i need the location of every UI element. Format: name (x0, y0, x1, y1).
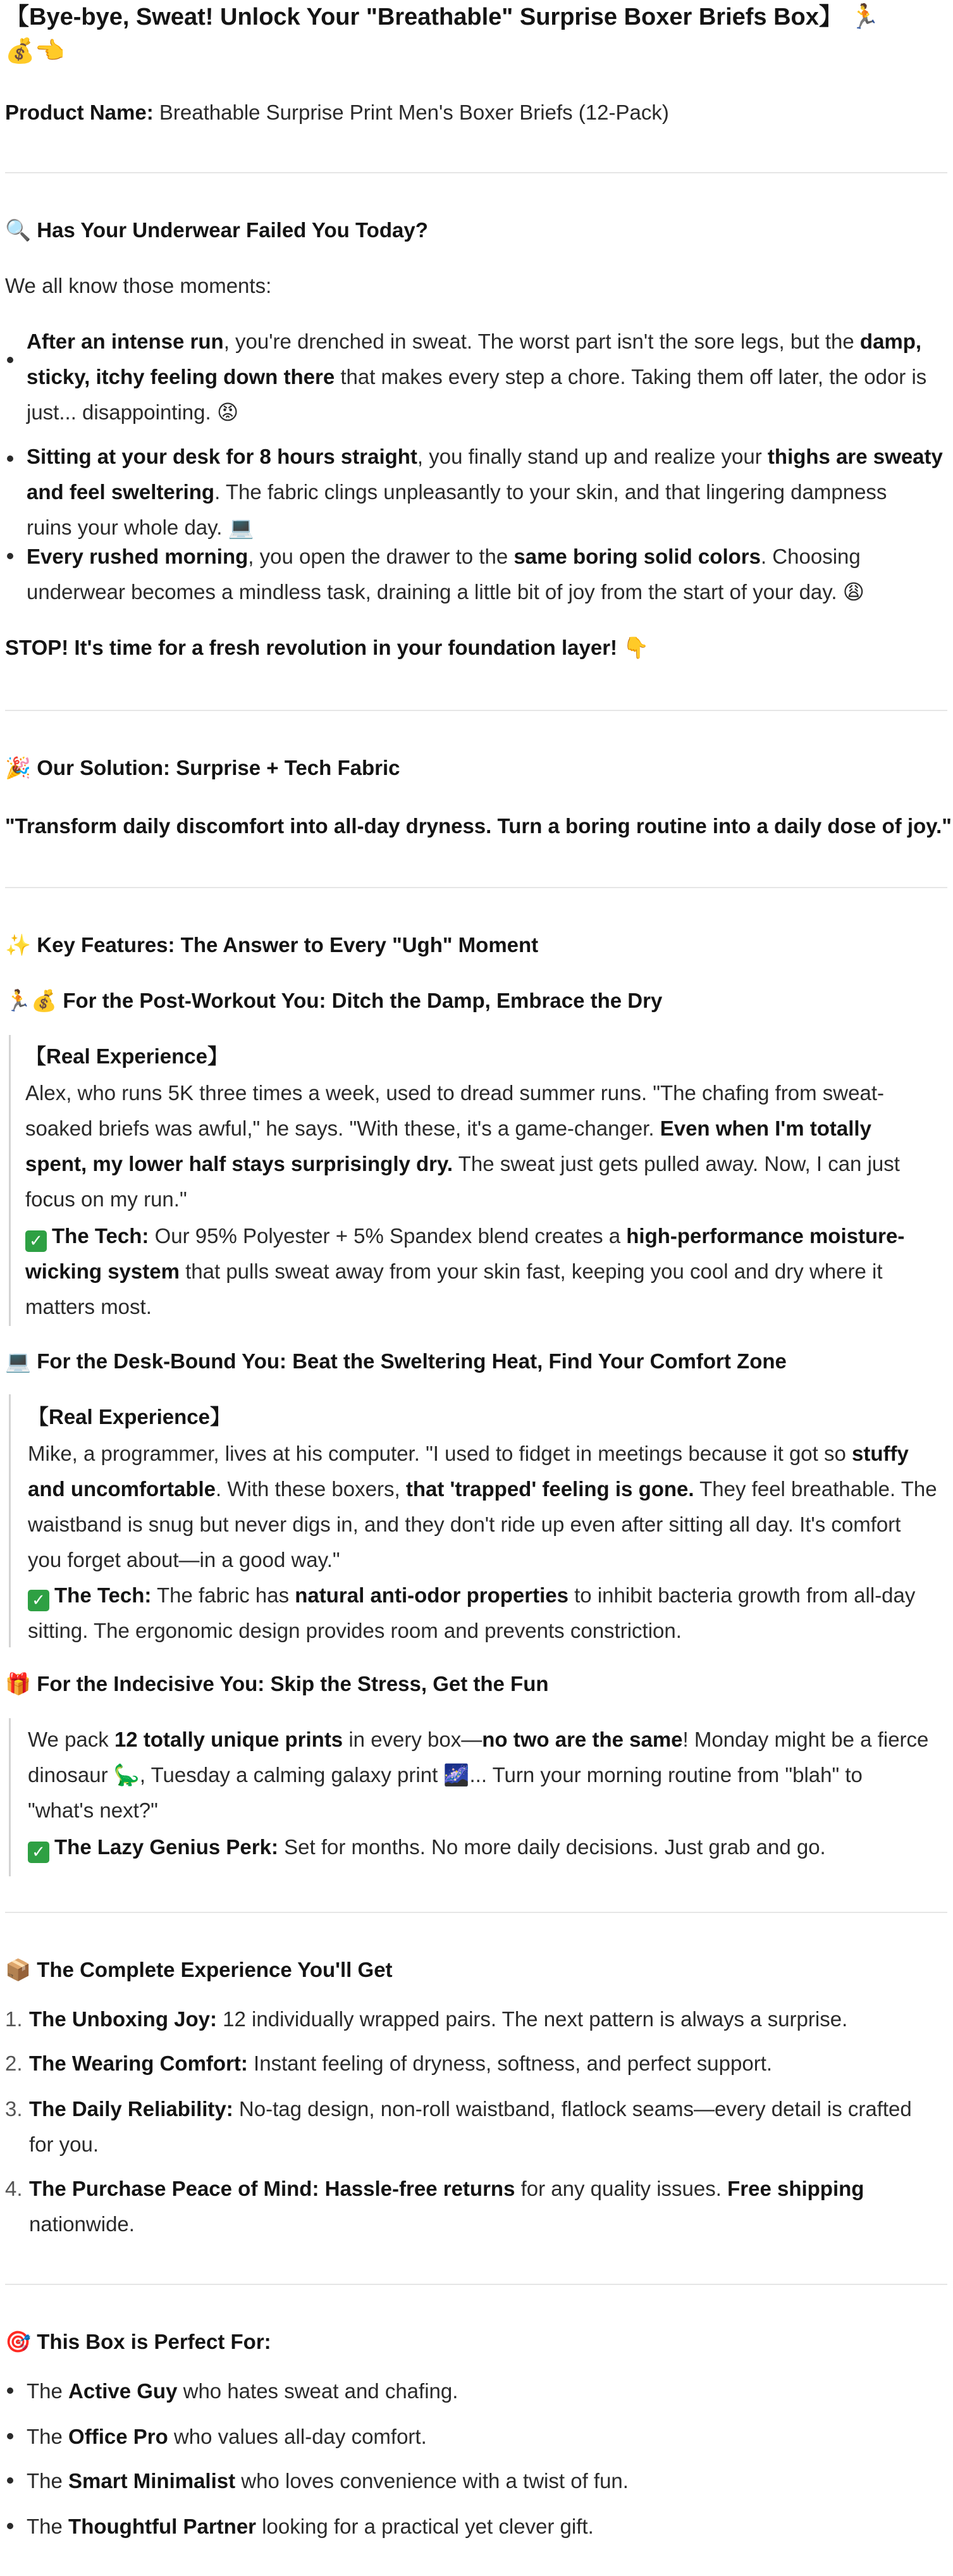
experience-item-4-label: The Purchase Peace of Mind: Hassle-free returns (29, 2177, 515, 2200)
experience-item-3-line-2: for you. (29, 2133, 99, 2156)
feature-1-heading: 🏃💰 For the Post-Workout You: Ditch the Damp, Embrace the Dry (5, 989, 663, 1012)
feature-1-tech-line-2 (25, 1254, 883, 1289)
bullet (7, 2477, 13, 2484)
bullet (7, 357, 13, 363)
feature-1-text-2: soaked briefs was awful," he says. "With these, it's a game-changer. (25, 1117, 660, 1140)
experience-item-3-label: The Daily Reliability: (29, 2097, 233, 2121)
feature-3-bold-2: no two are the same (482, 1728, 683, 1751)
problem-item-2-line-2 (27, 474, 887, 510)
experience-item-1-label: The Unboxing Joy: (29, 2007, 217, 2031)
divider (5, 172, 947, 173)
feature-2-tech-text-2: to inhibit bacteria growth from all-day (568, 1583, 916, 1607)
feature-1-tech-text-1: Our 95% Polyester + 5% Spandex blend creates a (149, 1224, 627, 1248)
section-heading-experience: 📦 The Complete Experience You'll Get (5, 1958, 393, 1981)
feature-1-bold-2: Even when I'm totally (660, 1117, 871, 1140)
feature-3-heading: 🎁 For the Indecisive You: Skip the Stress, Get the Fun (5, 1672, 549, 1695)
product-name-line (5, 95, 669, 130)
experience-item-3-text: No-tag design, non-roll waistband, flatlock seams—every detail is crafted (233, 2097, 912, 2121)
perfect-item-4 (27, 2509, 594, 2544)
feature-1-bold-3: spent, my lower half stays surprisingly dry. (25, 1152, 453, 1175)
perfect-item-3-pre: The (27, 2469, 69, 2492)
perfect-item-2-post: who values all-day comfort. (168, 2425, 427, 2448)
perfect-item-1 (27, 2374, 458, 2409)
problem-item-2-text-1: , you finally stand up and realize your (417, 445, 768, 468)
perfect-item-4-bold: Thoughtful Partner (68, 2515, 257, 2538)
feature-1-tech-label: The Tech: (52, 1224, 149, 1248)
experience-item-4 (29, 2171, 864, 2207)
feature-2-tech-text-1: The fabric has (151, 1583, 295, 1607)
feature-1-line-4: focus on my run." (25, 1187, 187, 1211)
feature-2-label (28, 1399, 231, 1435)
feature-3-line-3: "what's next?" (28, 1799, 158, 1822)
experience-item-4-line-2: nationwide. (29, 2212, 135, 2236)
problem-item-1-bold-2: damp, (859, 330, 922, 353)
feature-2-line-3: waistband is snug but never digs in, and they don't ride up even after sitting all day. It's comfort (28, 1513, 901, 1536)
experience-item-2-text: Instant feeling of dryness, softness, and perfect support. (247, 2052, 773, 2075)
perfect-item-1-post: who hates sweat and chafing. (177, 2379, 458, 2403)
bullet (7, 455, 13, 462)
problem-item-2-text-2: . The fabric clings unpleasantly to your skin, and that lingering dampness (214, 480, 887, 504)
blockquote-bar (9, 1718, 11, 1876)
bullet (7, 553, 13, 559)
problem-item-2-bold-3: and feel sweltering (27, 480, 215, 504)
problem-item-3-bold-2: same boring solid colors (513, 545, 761, 568)
feature-1-line-2 (25, 1111, 871, 1146)
feature-2-label-text: 【Real Experience】 (28, 1405, 231, 1428)
feature-3-text-1: We pack (28, 1728, 114, 1751)
problem-item-1-bold-3: sticky, itchy feeling down there (27, 365, 335, 388)
feature-2-bold-3: that 'trapped' feeling is gone. (405, 1477, 694, 1501)
feature-2-heading: 💻 For the Desk-Bound You: Beat the Sweltering Heat, Find Your Comfort Zone (5, 1349, 787, 1373)
feature-3-text-3: ! Monday might be a fierce (682, 1728, 929, 1751)
feature-3-perk-text: Set for months. No more daily decisions. Just grab and go. (278, 1835, 826, 1859)
problem-item-1-bold-1: After an intense run (27, 330, 224, 353)
perfect-item-3-post: who loves convenience with a twist of fun. (235, 2469, 629, 2492)
feature-3-text-2: in every box— (343, 1728, 483, 1751)
feature-1-tech-text-2: that pulls sweat away from your skin fast, keeping you cool and dry where it (179, 1260, 883, 1283)
perfect-item-3 (27, 2463, 629, 2499)
problem-item-2-bold-2: thighs are sweaty (767, 445, 943, 468)
experience-item-1-text: 12 individually wrapped pairs. The next pattern is always a surprise. (217, 2007, 848, 2031)
blockquote-bar (9, 1035, 11, 1326)
feature-1-tech-line-3: matters most. (25, 1295, 152, 1318)
experience-item-3 (29, 2091, 912, 2127)
perfect-item-1-pre: The (27, 2379, 69, 2403)
divider (5, 2284, 947, 2285)
perfect-item-1-bold: Active Guy (68, 2379, 178, 2403)
list-number: 2. (5, 2052, 23, 2075)
problem-item-3-line-1 (27, 539, 861, 574)
check-icon: ✓ (28, 1590, 49, 1611)
section-heading-problem: 🔍 Has Your Underwear Failed You Today? (5, 218, 428, 242)
perfect-item-4-pre: The (27, 2515, 69, 2538)
check-icon: ✓ (28, 1842, 49, 1863)
solution-quote (5, 808, 952, 844)
problem-item-1-line-3: just... disappointing. 😡 (27, 400, 239, 424)
feature-1-line-3 (25, 1146, 900, 1182)
perfect-item-2-pre: The (27, 2425, 69, 2448)
feature-1-tech-line-1 (25, 1218, 904, 1254)
solution-quote-text: "Transform daily discomfort into all-day dryness. Turn a boring routine into a daily dose of joy." (5, 814, 952, 838)
bullet (7, 2433, 13, 2439)
feature-1-label (25, 1039, 228, 1074)
experience-item-2-label: The Wearing Comfort: (29, 2052, 248, 2075)
feature-2-text-2: . With these boxers, (216, 1477, 406, 1501)
section-heading-perfect: 🎯 This Box is Perfect For: (5, 2330, 271, 2353)
perfect-item-2-bold: Office Pro (68, 2425, 168, 2448)
experience-item-4-text: for any quality issues. (515, 2177, 728, 2200)
divider (5, 887, 947, 888)
feature-3-perk-line (28, 1830, 826, 1865)
feature-3-bold-1: 12 totally unique prints (114, 1728, 343, 1751)
experience-item-4-label-2: Free shipping (727, 2177, 864, 2200)
problem-item-2-line-1 (27, 439, 943, 474)
feature-2-bold-1: stuffy (852, 1442, 909, 1465)
perfect-item-3-bold: Smart Minimalist (68, 2469, 236, 2492)
page-title-line-1: 【Bye-bye, Sweat! Unlock Your "Breathable" Surprise Boxer Briefs Box】 🏃 (5, 4, 880, 30)
problem-item-1-text-2: that makes every step a chore. Taking them off later, the odor is (335, 365, 927, 388)
perfect-item-4-post: looking for a practical yet clever gift. (256, 2515, 594, 2538)
feature-2-tech-line-2: sitting. The ergonomic design provides room and prevents constriction. (28, 1619, 682, 1642)
problem-item-1-text-1: , you're drenched in sweat. The worst part isn't the sore legs, but the (223, 330, 860, 353)
feature-1-tech-bold-1: high-performance moisture- (626, 1224, 905, 1248)
section-heading-features: ✨ Key Features: The Answer to Every "Ugh" Moment (5, 933, 539, 957)
experience-item-1 (29, 2002, 847, 2037)
list-number: 3. (5, 2097, 23, 2121)
problem-stop (5, 630, 649, 666)
feature-3-perk-label: The Lazy Genius Perk: (54, 1835, 278, 1859)
page-title (5, 0, 947, 68)
feature-2-line-4: you forget about—in a good way." (28, 1548, 340, 1571)
problem-item-3-bold-1: Every rushed morning (27, 545, 249, 568)
section-heading-solution: 🎉 Our Solution: Surprise + Tech Fabric (5, 756, 400, 779)
problem-item-3-text-1: , you open the drawer to the (248, 545, 514, 568)
problem-stop-text: STOP! It's time for a fresh revolution in your foundation layer! 👇 (5, 636, 649, 659)
feature-1-tech-bold-2: wicking system (25, 1260, 180, 1283)
feature-3-line-2: dinosaur 🦕, Tuesday a calming galaxy print 🌌... Turn your morning routine from "blah" to (28, 1763, 863, 1786)
problem-intro: We all know those moments: (5, 274, 272, 297)
divider (5, 1912, 947, 1913)
feature-3-line-1 (28, 1722, 928, 1757)
list-number: 4. (5, 2177, 23, 2200)
problem-item-1-line-2 (27, 359, 926, 395)
divider (5, 710, 947, 711)
experience-item-2 (29, 2046, 772, 2081)
check-icon: ✓ (25, 1230, 47, 1252)
problem-item-2-line-3: ruins your whole day. 💻 (27, 516, 254, 539)
problem-item-1-line-1 (27, 324, 921, 359)
feature-1-line-1: Alex, who runs 5K three times a week, used to dread summer runs. "The chafing from sweat- (25, 1081, 884, 1105)
problem-item-3-line-2: underwear becomes a mindless task, draining a little bit of joy from the start of your day. 😩 (27, 580, 865, 604)
feature-1-text-3: The sweat just gets pulled away. Now, I can just (453, 1152, 900, 1175)
feature-2-text-1: Mike, a programmer, lives at his computer. "I used to fidget in meetings because it got so (28, 1442, 852, 1465)
problem-item-3-text-2: . Choosing (760, 545, 861, 568)
feature-2-tech-line-1 (28, 1578, 915, 1613)
problem-item-2-bold-1: Sitting at your desk for 8 hours straight (27, 445, 417, 468)
bullet (7, 2523, 13, 2529)
perfect-item-2 (27, 2419, 427, 2455)
feature-2-tech-label: The Tech: (54, 1583, 152, 1607)
product-name-value: Breathable Surprise Print Men's Boxer Briefs (12-Pack) (153, 101, 669, 124)
page-title-line-2: 💰👈 (5, 38, 65, 65)
blockquote-bar (9, 1394, 11, 1647)
feature-2-tech-bold-1: natural anti-odor properties (295, 1583, 569, 1607)
product-name-label: Product Name: (5, 101, 154, 124)
feature-1-label-text: 【Real Experience】 (25, 1044, 228, 1068)
feature-2-line-1 (28, 1436, 909, 1471)
bullet (7, 2387, 13, 2394)
feature-2-line-2 (28, 1471, 937, 1507)
feature-2-bold-2: and uncomfortable (28, 1477, 216, 1501)
feature-2-text-3: They feel breathable. The (694, 1477, 937, 1501)
list-number: 1. (5, 2007, 23, 2031)
